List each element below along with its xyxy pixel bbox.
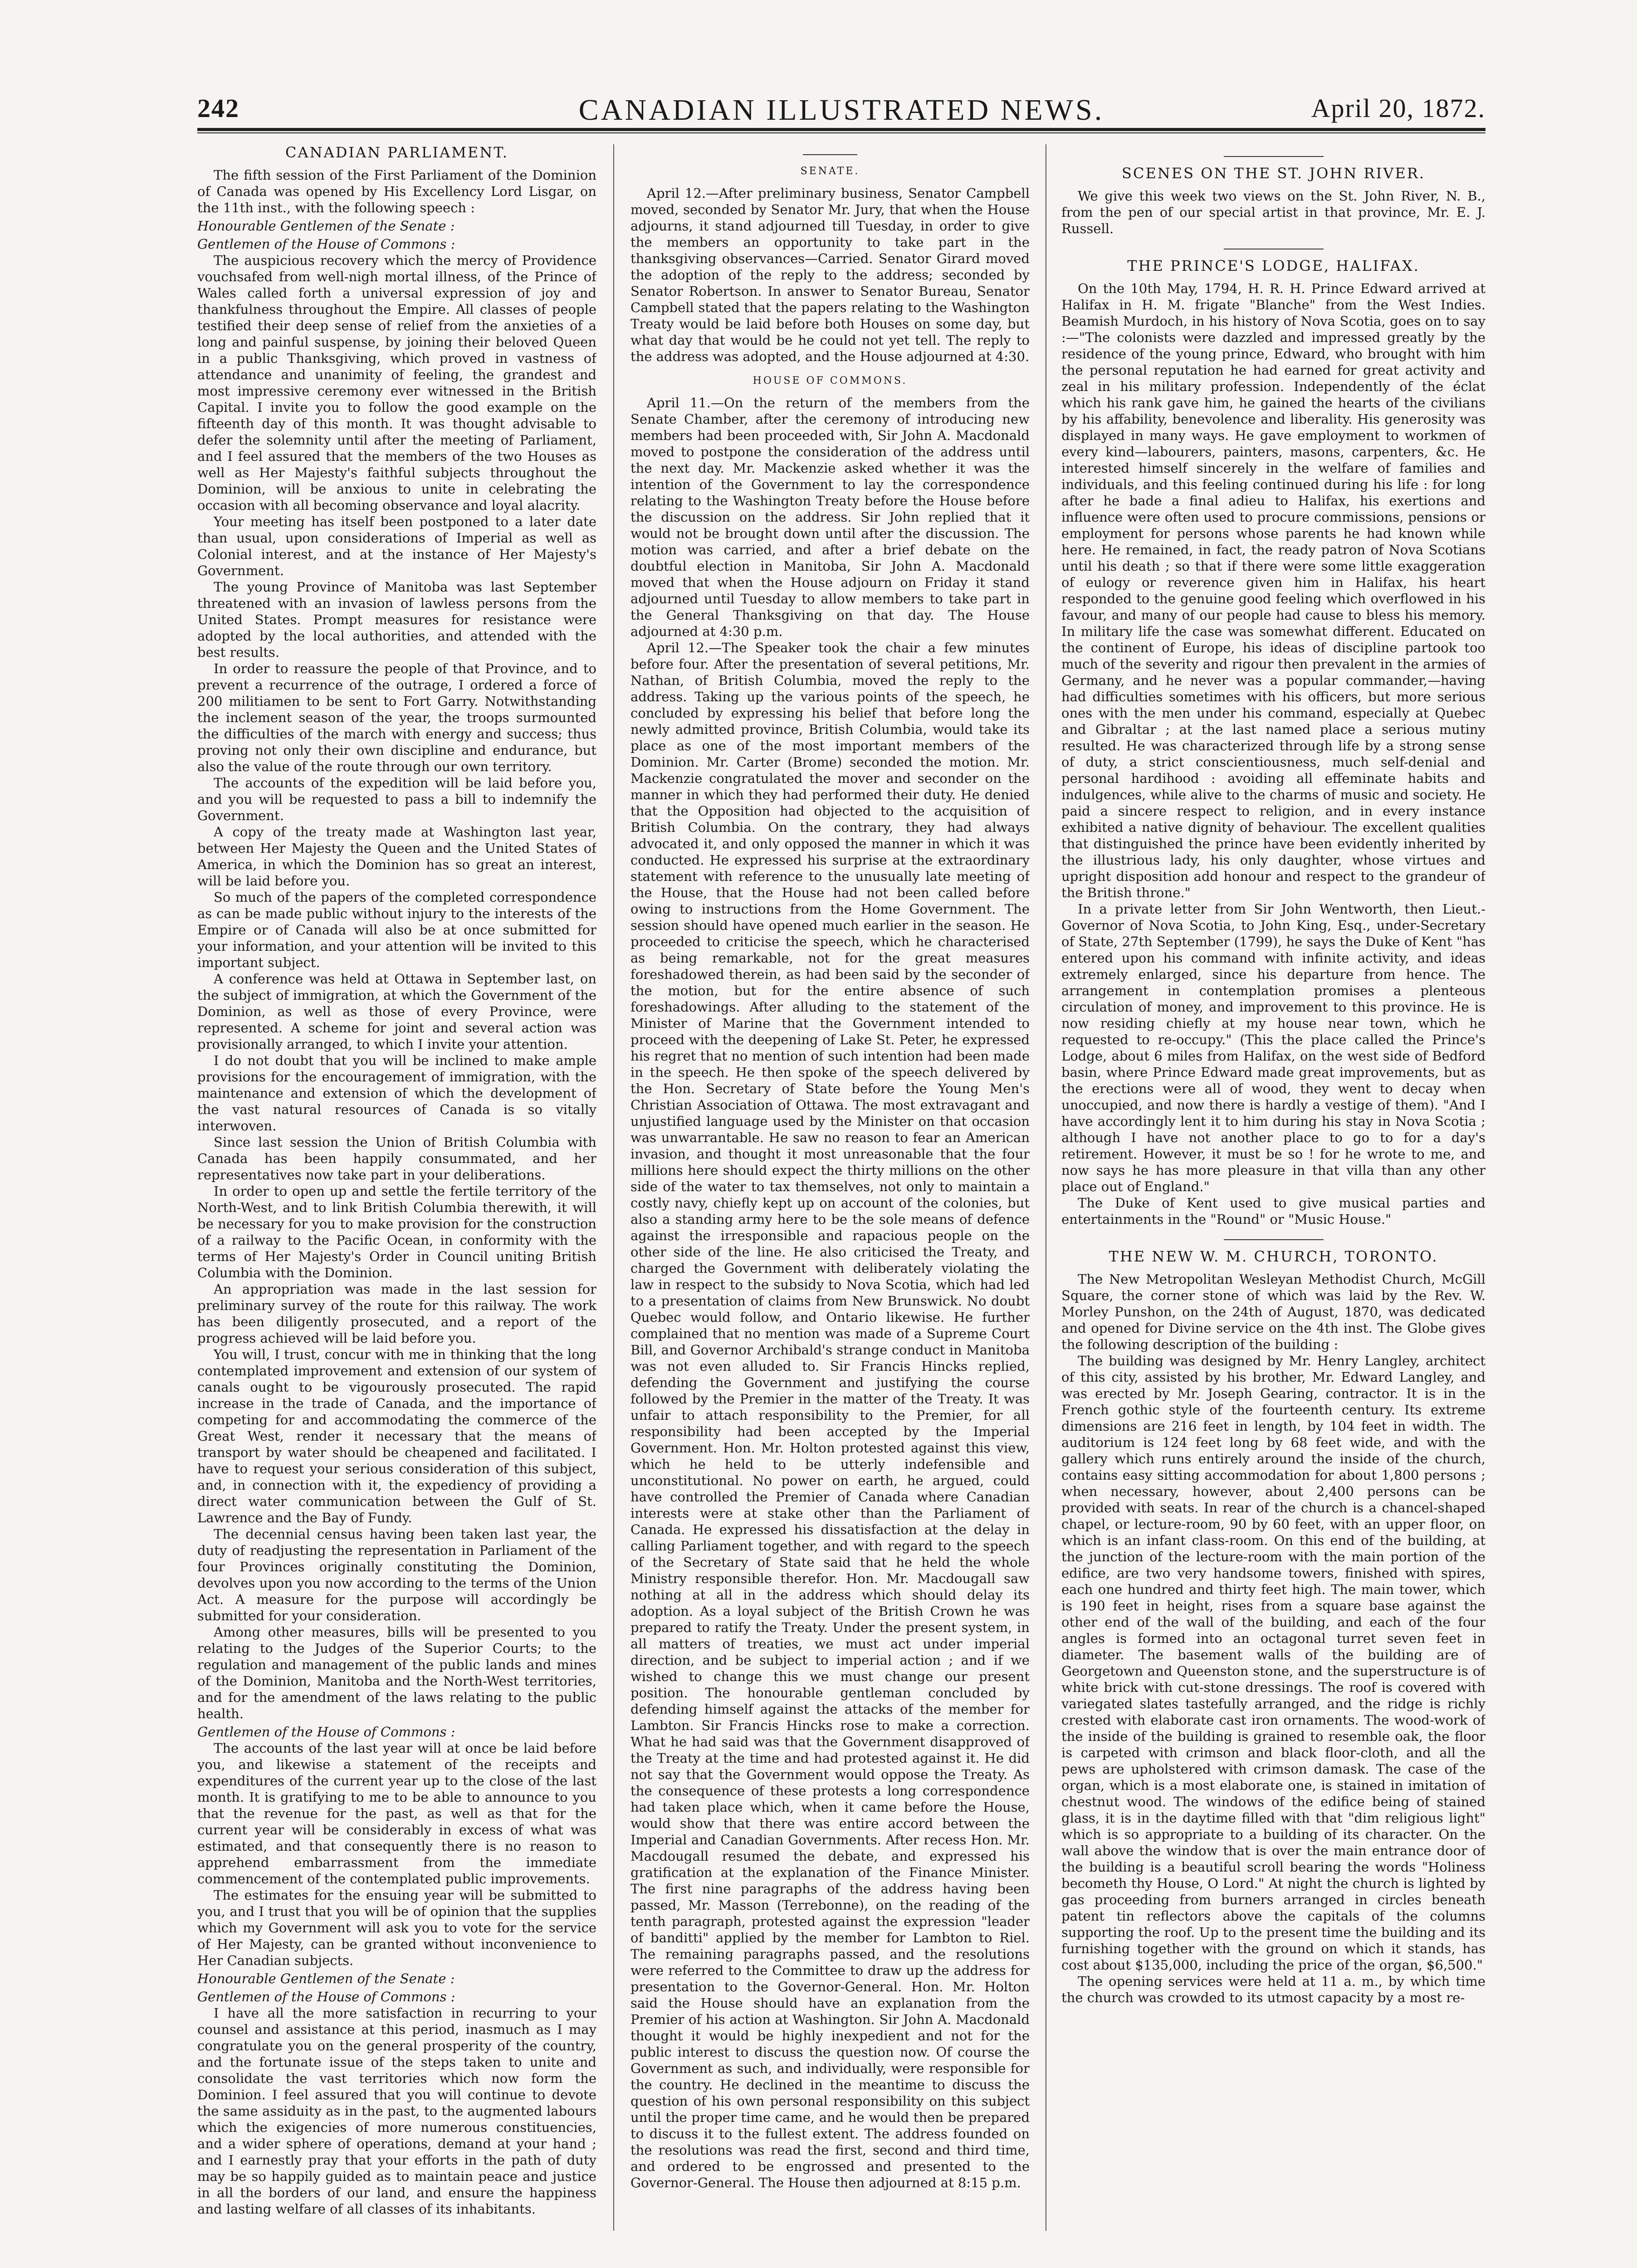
column-divider (613, 144, 614, 2231)
article-paragraph: The fifth session of the First Parliament of the Dominion of Canada was opened by His Excellency Lord Lisgar, on the 11th inst., with the following speech : (197, 167, 596, 215)
article-heading-wm-church: THE NEW W. M. CHURCH, TORONTO. (1109, 1248, 1438, 1265)
article-paragraph: The Duke of Kent used to give musical parties and entertainments in the "Round" or "Music House." (1061, 1195, 1486, 1227)
article-paragraph: On the 10th May, 1794, H. R. H. Prince Edward arrived at Halifax in H. M. frigate "Blanche" from the West Indies. Beamish Murdoch, in his history of Nova Scotia, goes on to say :—"The colonists were dazzled and impressed greatly by the residence of the young prince, Edward, who brought with him the personal reputation he had earned for great activity and zeal in his military profession. Independently of the éclat which his rank gave him, he gained the hearts of the civilians by his affability, benevolence and liberality. His generosity was displayed in many ways. He gave employment to workmen of every kind—labourers, painters, masons, carpenters, &c. He interested himself sincerely in the welfare of families and individuals, and this feeling continued during his life : for long after he bade a final adieu to Halifax, his exertions and influence were often used to procure commissions, pensions or employment for persons whose parents he had known while here. He remained, in fact, the ready patron of Nova Scotians until his death ; so that if there were some little exaggeration of eulogy or reverence given him in Halifax, his heart responded to the genuine good feeling which overflowed in his favour, and many of our people had cause to bless his memory. In military life the case was somewhat different. Educated on the continent of Europe, his ideas of discipline partook too much of the severity and rigour then prevalent in the armies of Germany, and he never was a popular commander,—having had difficulties sometimes with his officers, but more serious ones with the men under his command, especially at Quebec and Gibraltar ; at the last named place a serious mutiny resulted. He was characterized through life by a strong sense of duty, a strict conscientiousness, much self-denial and personal hardihood : avoiding all effeminate habits and indulgences, while alive to the charms of music and society. He paid a sincere respect to religion, and in every instance exhibited a native dignity of behaviour. The excellent qualities that distinguished the prince have been evidently inherited by the illustrious lady, his only daughter, whose virtues and upright disposition add honour and respect to the grandeur of the British throne." (1061, 281, 1486, 900)
article-paragraph: I do not doubt that you will be inclined to make ample provisions for the encouragement of immigration, with the maintenance and extension of which the development of the vast natural resources of Canada is so vitally interwoven. (197, 1053, 596, 1134)
article-heading-st-john: SCENES ON THE ST. JOHN RIVER. (1122, 165, 1425, 182)
article-paragraph: The estimates for the ensuing year will be submitted to you, and I trust that you will be of opinion that the supplies which my Government will ask you to vote for the service of Her Majesty, can be granted without inconvenience to Her Canadian subjects. (197, 1887, 596, 1968)
issue-date: April 20, 1872. (1311, 93, 1486, 123)
article-paragraph: In a private letter from Sir John Wentworth, then Lieut.-Governor of Nova Scotia, to John King, Esq., under-Secretary of State, 27th September (1799), he says the Duke of Kent "has entered upon his command with infinite activity, and ideas extremely enlarged, since his departure from hence. The arrangement in contemplation promises a plenteous circulation of money, and improvement to this province. He is now residing chiefly at my house near town, which he requested to re-occupy." (This the place called the Prince's Lodge, about 6 miles from Halifax, on the west side of Bedford basin, where Prince Edward made great improvements, but as the erections were all of wood, they went to decay when unoccupied, and now there is hardly a vestige of them). "And I have accordingly lent it to him during his stay in Nova Scotia ; although I have not another place to go to for a day's retirement. However, it must be so ! for he wrote to me, and now says he has more pleasure in that villa than any other place out of England." (1061, 901, 1486, 1194)
article-paragraph: The decennial census having been taken last year, the duty of readjusting the representation in Parliament of the four Provinces originally constituting the Dominion, devolves upon you now according to the terms of the Union Act. A measure for the purpose will accordingly be submitted for your consideration. (197, 1526, 596, 1623)
article-paragraph: April 12.—The Speaker took the chair a few minutes before four. After the presentation of several petitions, Mr. Nathan, of British Columbia, moved the reply to the address. Taking up the various points of the speech, he concluded by expressing his belief that before long the newly admitted province, British Columbia, would take its place as one of the most important members of the Dominion. Mr. Carter (Brome) seconded the motion. Mr. Mackenzie congratulated the mover and seconder on the manner in which they had performed their duty. He denied that the Opposition had objected to the acquisition of British Columbia. On the contrary, they had always advocated it, and only opposed the manner in which it was conducted. He expressed his surprise at the extraordinary statement with reference to the unusually late meeting of the House, that the House had not been called before owing to instructions from the Home Government. The session should have opened much earlier in the season. He proceeded to criticise the speech, which he characterised as being remarkable, not for the great measures foreshadowed therein, as had been said by the seconder of the motion, but for the entire absence of such foreshadowings. After alluding to the statement of the Minister of Marine that the Government intended to proceed with the deepening of Lake St. Peter, he expressed his regret that no mention of such intention had been made in the speech. He then spoke of the speech delivered by the Hon. Secretary of State before the Young Men's Christian Association of Ottawa. The most extravagant and unjustified language used by the Minister on that occasion was unwarrantable. He saw no reason to fear an American invasion, and thought it most unreasonable that the four millions here should expect the thirty millions on the other side of the water to tax themselves, not only to maintain a costly navy, chiefly kept up on account of the colonies, but also a standing army here to be the sole means of defence against the irresponsible and rapacious people on the other side of the line. He also criticised the Treaty, and charged the Government with deliberately violating the law in respect to the subsidy to Nova Scotia, which had led to a presentation of claims from New Brunswick. No doubt Quebec would follow, and Ontario likewise. He further complained that no mention was made of a Supreme Court Bill, and Governor Archibald's strange conduct in Manitoba was not even alluded to. Sir Francis Hincks replied, defending the Government and justifying the course followed by the Premier in the matter of the Treaty. It was unfair to attach responsibility to the Premier, for all responsibility had been accepted by the Imperial Government. Hon. Mr. Holton protested against this view, which he held to be utterly indefensible and unconstitutional. No power on earth, he argued, could have controlled the Premier of Canada where Canadian interests were at stake other than the Parliament of Canada. He expressed his dissatisfaction at the delay in calling Parliament together, and with regard to the speech of the Secretary of State said that he held the whole Ministry responsible therefor. Hon. Mr. Macdougall saw nothing at all in the address which should delay its adoption. As a loyal subject of the British Crown he was prepared to ratify the Treaty. Under the present system, in all matters of treaties, we must act under imperial direction, and be subject to imperial action ; and if we wished to change this we must change our present position. The honourable gentleman concluded by defending himself against the attacks of the member for Lambton. Sir Francis Hincks rose to make a correction. What he had said was that the Government disapproved of the Treaty at the time and had protested against it. He did not say that the Government would oppose the Treaty. As the consequence of these protests a long correspondence had taken place which, when it came before the House, would show that there was entire accord between the Imperial and Canadian Governments. After recess Hon. Mr. Macdougall resumed the debate, and expressed his gratification at the explanation of the Finance Minister. The first nine paragraphs of the address having been passed, Mr. Masson (Terrebonne), on the reading of the tenth paragraph, protested against the expression "leader of banditti" applied by the member for Lambton to Riel. The remaining paragraphs passed, and the resolutions were referred to the Committee to draw up the address for presentation to the Governor-General. Hon. Mr. Holton said the House should have an explanation from the Premier of his action at Washington. Sir John A. Macdonald thought it would be highly inexpedient and not for the public interest to discuss the question now. Of course the Government as such, and individually, were responsible for the country. He declined in the meantime to discuss the question of his own personal responsibility on this subject until the proper time came, and he would then be prepared to discuss it to the fullest extent. The address founded on the resolutions was read the first, second and third time, and ordered to be engrossed and presented to the Governor-General. The House then adjourned at 8:15 p.m. (630, 640, 1030, 2190)
section-rule (803, 154, 857, 155)
article-paragraph: The accounts of the last year will at once be laid before you, and likewise a statement of the receipts and expenditures of the current year up to the close of the last month. It is gratifying to me to be able to announce to you that the revenue for the past, as well as that for the current year will be considerably in excess of what was estimated, and that consequently there is no reason to apprehend embarrassment from the immediate commencement of the contemplated public improvements. (197, 1740, 596, 1887)
article-paragraph: A copy of the treaty made at Washington last year, between Her Majesty the Queen and the United States of America, in which the Dominion has so great an interest, will be laid before you. (197, 824, 596, 889)
masthead-title: CANADIAN ILLUSTRATED NEWS. (578, 93, 1104, 127)
column-3 (1061, 144, 1486, 2249)
salutation: Gentlemen of the House of Commons : (197, 1724, 455, 1740)
article-paragraph: April 11.—On the return of the members from the Senate Chamber, after the ceremony of introducing new members had been proceeded with, Sir John A. Macdonald moved to postpone the consideration of the address until the next day. Mr. Mackenzie asked whether it was the intention of the Government to lay the correspondence relating to the Washington Treaty before the House before the discussion on the address. Sir John replied that it would not be brought down until after the discussion. The motion was carried, and after a brief debate on the doubtful election in Manitoba, Sir John A. Macdonald moved that when the House adjourn on Friday it stand adjourned until Tuesday to allow members to take part in the General Thanksgiving on that day. The House adjourned at 4:30 p.m. (630, 395, 1030, 639)
header-rule (197, 128, 1486, 131)
salutation: Gentlemen of the House of Commons : (197, 236, 455, 252)
article-paragraph: The accounts of the expedition will be laid before you, and you will be requested to pass a bill to indemnify the Government. (197, 775, 596, 823)
article-paragraph: The building was designed by Mr. Henry Langley, architect of this city, assisted by his brother, Mr. Edward Langley, and was erected by Mr. Joseph Gearing, contractor. It is in the French gothic style of the fourteenth century. Its extreme dimensions are 216 feet in length, by 104 feet in width. The auditorium is 124 feet long by 68 feet wide, and with the gallery which runs entirely around the inside of the church, contains easy sitting accommodation for about 1,800 persons ; when necessary, however, about 2,400 persons can be provided with seats. In rear of the church is a chancel-shaped chapel, or lecture-room, 90 by 60 feet, with an upper floor, on which is an infant class-room. On this end of the building, at the junction of the lecture-room with the main portion of the edifice, are two very handsome towers, finished with spires, each one hundred and thirty feet high. The main tower, which is 190 feet in height, rises from a square base against the other end of the wall of the building, and each of the four angles is formed into an octagonal turret seven feet in diameter. The basement walls of the building are of Georgetown and Queenston stone, and the superstructure is of white brick with cut-stone dressings. The roof is covered with variegated slates tastefully arranged, and the ridge is richly crested with elaborate cast iron ornaments. The wood-work of the inside of the building is grained to resemble oak, the floor is carpeted with crimson and black floor-cloth, and all the pews are upholstered with crimson damask. The case of the organ, which is a most elaborate one, is stained in imitation of chestnut wood. The windows of the edifice being of stained glass, it is in the daytime filled with that "dim religious light" which is so appropriate to a building of its character. On the wall above the window that is over the main entrance door of the building is a beautiful scroll bearing the words "Holiness becometh thy House, O Lord." At night the church is lighted by gas proceeding from burners arranged in circles beneath patent tin reflectors above the capitals of the columns supporting the roof. Up to the present time the building and its furnishing together with the ground on which it stands, has cost about $135,000, including the price of the organ, $6,500." (1061, 1353, 1486, 1973)
column-2 (630, 144, 1030, 2249)
article-paragraph: The New Metropolitan Wesleyan Methodist Church, McGill Square, the corner stone of which was laid by the Rev. W. Morley Punshon, on the 24th of August, 1870, was dedicated and opened for Divine service on the 4th inst. The Globe gives the following description of the building : (1061, 1271, 1486, 1352)
salutation: Honourable Gentlemen of the Senate : (197, 1971, 455, 1986)
article-paragraph: The auspicious recovery which the mercy of Providence vouchsafed from well-nigh mortal illness, of the Prince of Wales called forth a universal expression of joy and thankfulness throughout the Empire. All classes of people testified their deep sense of relief from the anxieties of a long and painful suspense, by joining their beloved Queen in a public Thanksgiving, which proved in vastness of attendance and unanimity of feeling, the grandest and most impressive ceremony ever witnessed in the British Capital. I invite you to follow the good example on the fifteenth day of this month. It was thought advisable to defer the solemnity until after the meeting of Parliament, and I feel assured that the members of the two Houses as well as Her Majesty's faithful subjects throughout the Dominion, will be anxious to unite in celebrating the occasion with all becoming observance and loyal alacrity. (197, 253, 596, 513)
article-paragraph: Since last session the Union of British Columbia with Canada has been happily consummated, and her representatives now take part in your deliberations. (197, 1134, 596, 1183)
article-paragraph: An appropriation was made in the last session for preliminary survey of the route for this railway. The work has been diligently prosecuted, and a report of the progress achieved will be laid before you. (197, 1281, 596, 1346)
article-paragraph: In order to open up and settle the fertile territory of the North-West, and to link British Columbia therewith, it will be necessary for you to make provision for the construction of a railway to the Pacific Ocean, in conformity with the terms of Her Majesty's Order in Council uniting British Columbia with the Dominion. (197, 1183, 596, 1281)
header-rule-thin (197, 132, 1486, 133)
article-paragraph: You will, I trust, concur with me in thinking that the long contemplated improvement and extension of our system of canals ought to be vigourously prosecuted. The rapid increase in the trade of Canada, and the importance of competing for and accommodating the commerce of the Great West, render it necessary that the means of transport by water should be cheapened and facilitated. I have to request your serious consideration of this subject, and, in connection with it, the expediency of providing a direct water communication between the Gulf of St. Lawrence and the Bay of Fundy. (197, 1347, 596, 1525)
salutation: Honourable Gentlemen of the Senate : (197, 218, 455, 234)
article-paragraph: A conference was held at Ottawa in September last, on the subject of immigration, at which the Government of the Dominion, as well as those of every Province, were represented. A scheme for joint and several action was provisionally arranged, to which I invite your attention. (197, 971, 596, 1052)
article-paragraph: So much of the papers of the completed correspondence as can be made public without injury to the interests of the Empire or of Canada will also be at once submitted for your information, and your attention will be invited to this important subject. (197, 890, 596, 970)
article-paragraph: We give this week two views on the St. John River, N. B., from the pen of our special artist in that province, Mr. E. J. Russell. (1061, 188, 1486, 236)
section-heading-senate: SENATE. (800, 166, 860, 177)
section-rule (1224, 156, 1324, 157)
article-paragraph: The young Province of Manitoba was last September threatened with an invasion of lawless persons from the United States. Prompt measures for resistance were adopted by the local authorities, and attended with the best results. (197, 579, 596, 660)
page-header (197, 93, 1486, 125)
article-paragraph: Among other measures, bills will be presented to you relating to the Judges of the Superior Courts; to the regulation and management of the public lands and mines of the Dominion, Manitoba and the North-West territories, and for the amendment of the laws relating to the public health. (197, 1624, 596, 1721)
section-rule (1224, 1239, 1324, 1240)
article-heading-parliament: CANADIAN PARLIAMENT. (285, 144, 508, 161)
page-number: 242 (197, 93, 239, 123)
salutation: Gentlemen of the House of Commons : (197, 1989, 455, 2004)
article-paragraph: The opening services were held at 11 a. m., by which time the church was crowded to its utmost capacity by a most re- (1061, 1974, 1486, 2005)
article-paragraph: I have all the more satisfaction in recurring to your counsel and assistance at this period, inasmuch as I may congratulate you on the general prosperity of the country, and the fortunate issue of the steps taken to unite and consolidate the vast territories which now form the Dominion. I feel assured that you will continue to devote the same assiduity as in the past, to the augmented labours which the exigencies of more numerous constituencies, and a wider sphere of operations, demand at your hand ; and I earnestly pray that your efforts in the path of duty may be so happily guided as to maintain peace and justice in all the borders of our land, and ensure the happiness and lasting welfare of all classes of its inhabitants. (197, 2005, 596, 2217)
column-1 (197, 144, 596, 2249)
article-paragraph: April 12.—After preliminary business, Senator Campbell moved, seconded by Senator Mr. Jury, that when the House adjourns, it stand adjourned till Tuesday, in order to give the members an opportunity to take part in the thanksgiving observances—Carried. Senator Girard moved the adoption of the reply to the address; seconded by Senator Robertson. In answer to Senator Bureau, Senator Campbell stated that the papers relating to the Washington Treaty would be laid before both Houses on some day, but what day that would be he could not yet tell. The reply to the address was adopted, and the House adjourned at 4:30. (630, 186, 1030, 364)
article-paragraph: In order to reassure the people of that Province, and to prevent a recurrence of the outrage, I ordered a force of 200 militiamen to be sent to Fort Garry. Notwithstanding the inclement season of the year, the troops surmounted the difficulties of the march with energy and success; thus proving not only their own discipline and endurance, but also the value of the route through our own territory. (197, 661, 596, 774)
article-heading-princes-lodge: THE PRINCE'S LODGE, HALIFAX. (1127, 257, 1420, 274)
article-paragraph: Your meeting has itself been postponed to a later date than usual, upon considerations of Imperial as well as Colonial interest, and at the instance of Her Majesty's Government. (197, 514, 596, 578)
section-heading-commons: HOUSE OF COMMONS. (753, 375, 908, 386)
